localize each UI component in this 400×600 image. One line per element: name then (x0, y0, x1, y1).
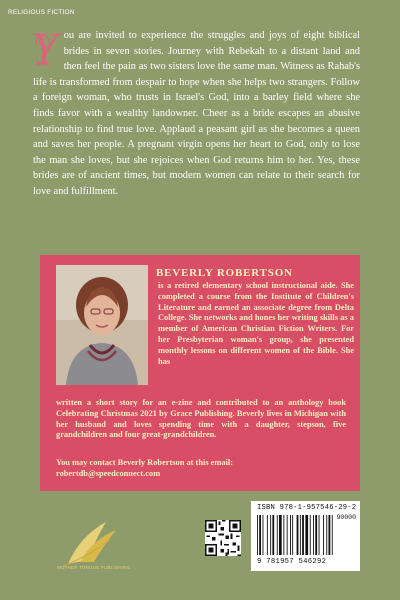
author-bio-part1: is a retired elementary school instructional aide. She completed a course from the Institute of Children's Literature and earned an associate degree from Delta College. She networks and hones her writing skills as a member of American Christian Fiction Writers. For her Presbyterian woman's group, she presented monthly lessons on different women of the Bible. She has (158, 281, 354, 366)
contact-line: You may contact Beverly Robertson at this email: (56, 458, 234, 467)
author-name: BEVERLY ROBERTSON (156, 267, 293, 279)
contact-email: robertdb@speedconnect.com (56, 468, 161, 478)
author-bio-panel (40, 255, 360, 491)
barcode-box (251, 501, 360, 571)
barcode-number: 9 781957 546292 (257, 558, 327, 566)
barcode-bars (257, 515, 354, 555)
author-bio-part2: written a short story for an e-zine and contributed to an anthology book Celebrating Christmas 2021 by Grace Publishing. Beverly lives in Michigan with her husband and loves spending time with a daughter, stepson, five grandchildren and four great-grandchildren. (56, 398, 346, 440)
author-contact (56, 458, 346, 480)
isbn-label: ISBN 978-1-957546-29-2 (257, 504, 357, 512)
qr-code (205, 520, 241, 556)
author-photo (56, 265, 148, 385)
blurb-dropcap: Y (31, 23, 58, 76)
genre-label: RELIGIOUS FICTION (8, 9, 75, 16)
publisher-feather-logo-icon (58, 516, 136, 572)
blurb (31, 23, 360, 200)
blurb-text: ou are invited to experience the struggles and joys of eight biblical brides in seven stories. Journey with Rebekah to a distant land and then feel the pain as two sisters love the same man. Witness as Rahab's life is transformed from despair to hope when she helps two strangers. Follow a foreign woman, who trusts in Israel's God, into a barley field where she finds favor with a wealthy landowner. Cheer as a bride escapes an abusive relationship to find true love. Applaud a peasant girl as she becomes a queen and saves her people. A pregnant virgin opens her heart to God, only to lose the man she loves, but she rejoices when God returns him to her. Yes, these brides are of ancient times, but modern women can relate to their search for love and fulfillment. (33, 30, 360, 197)
barcode-addon: 90000 (336, 514, 356, 521)
publisher-name: MOTHER TONGUE PUBLISHING (57, 565, 131, 570)
